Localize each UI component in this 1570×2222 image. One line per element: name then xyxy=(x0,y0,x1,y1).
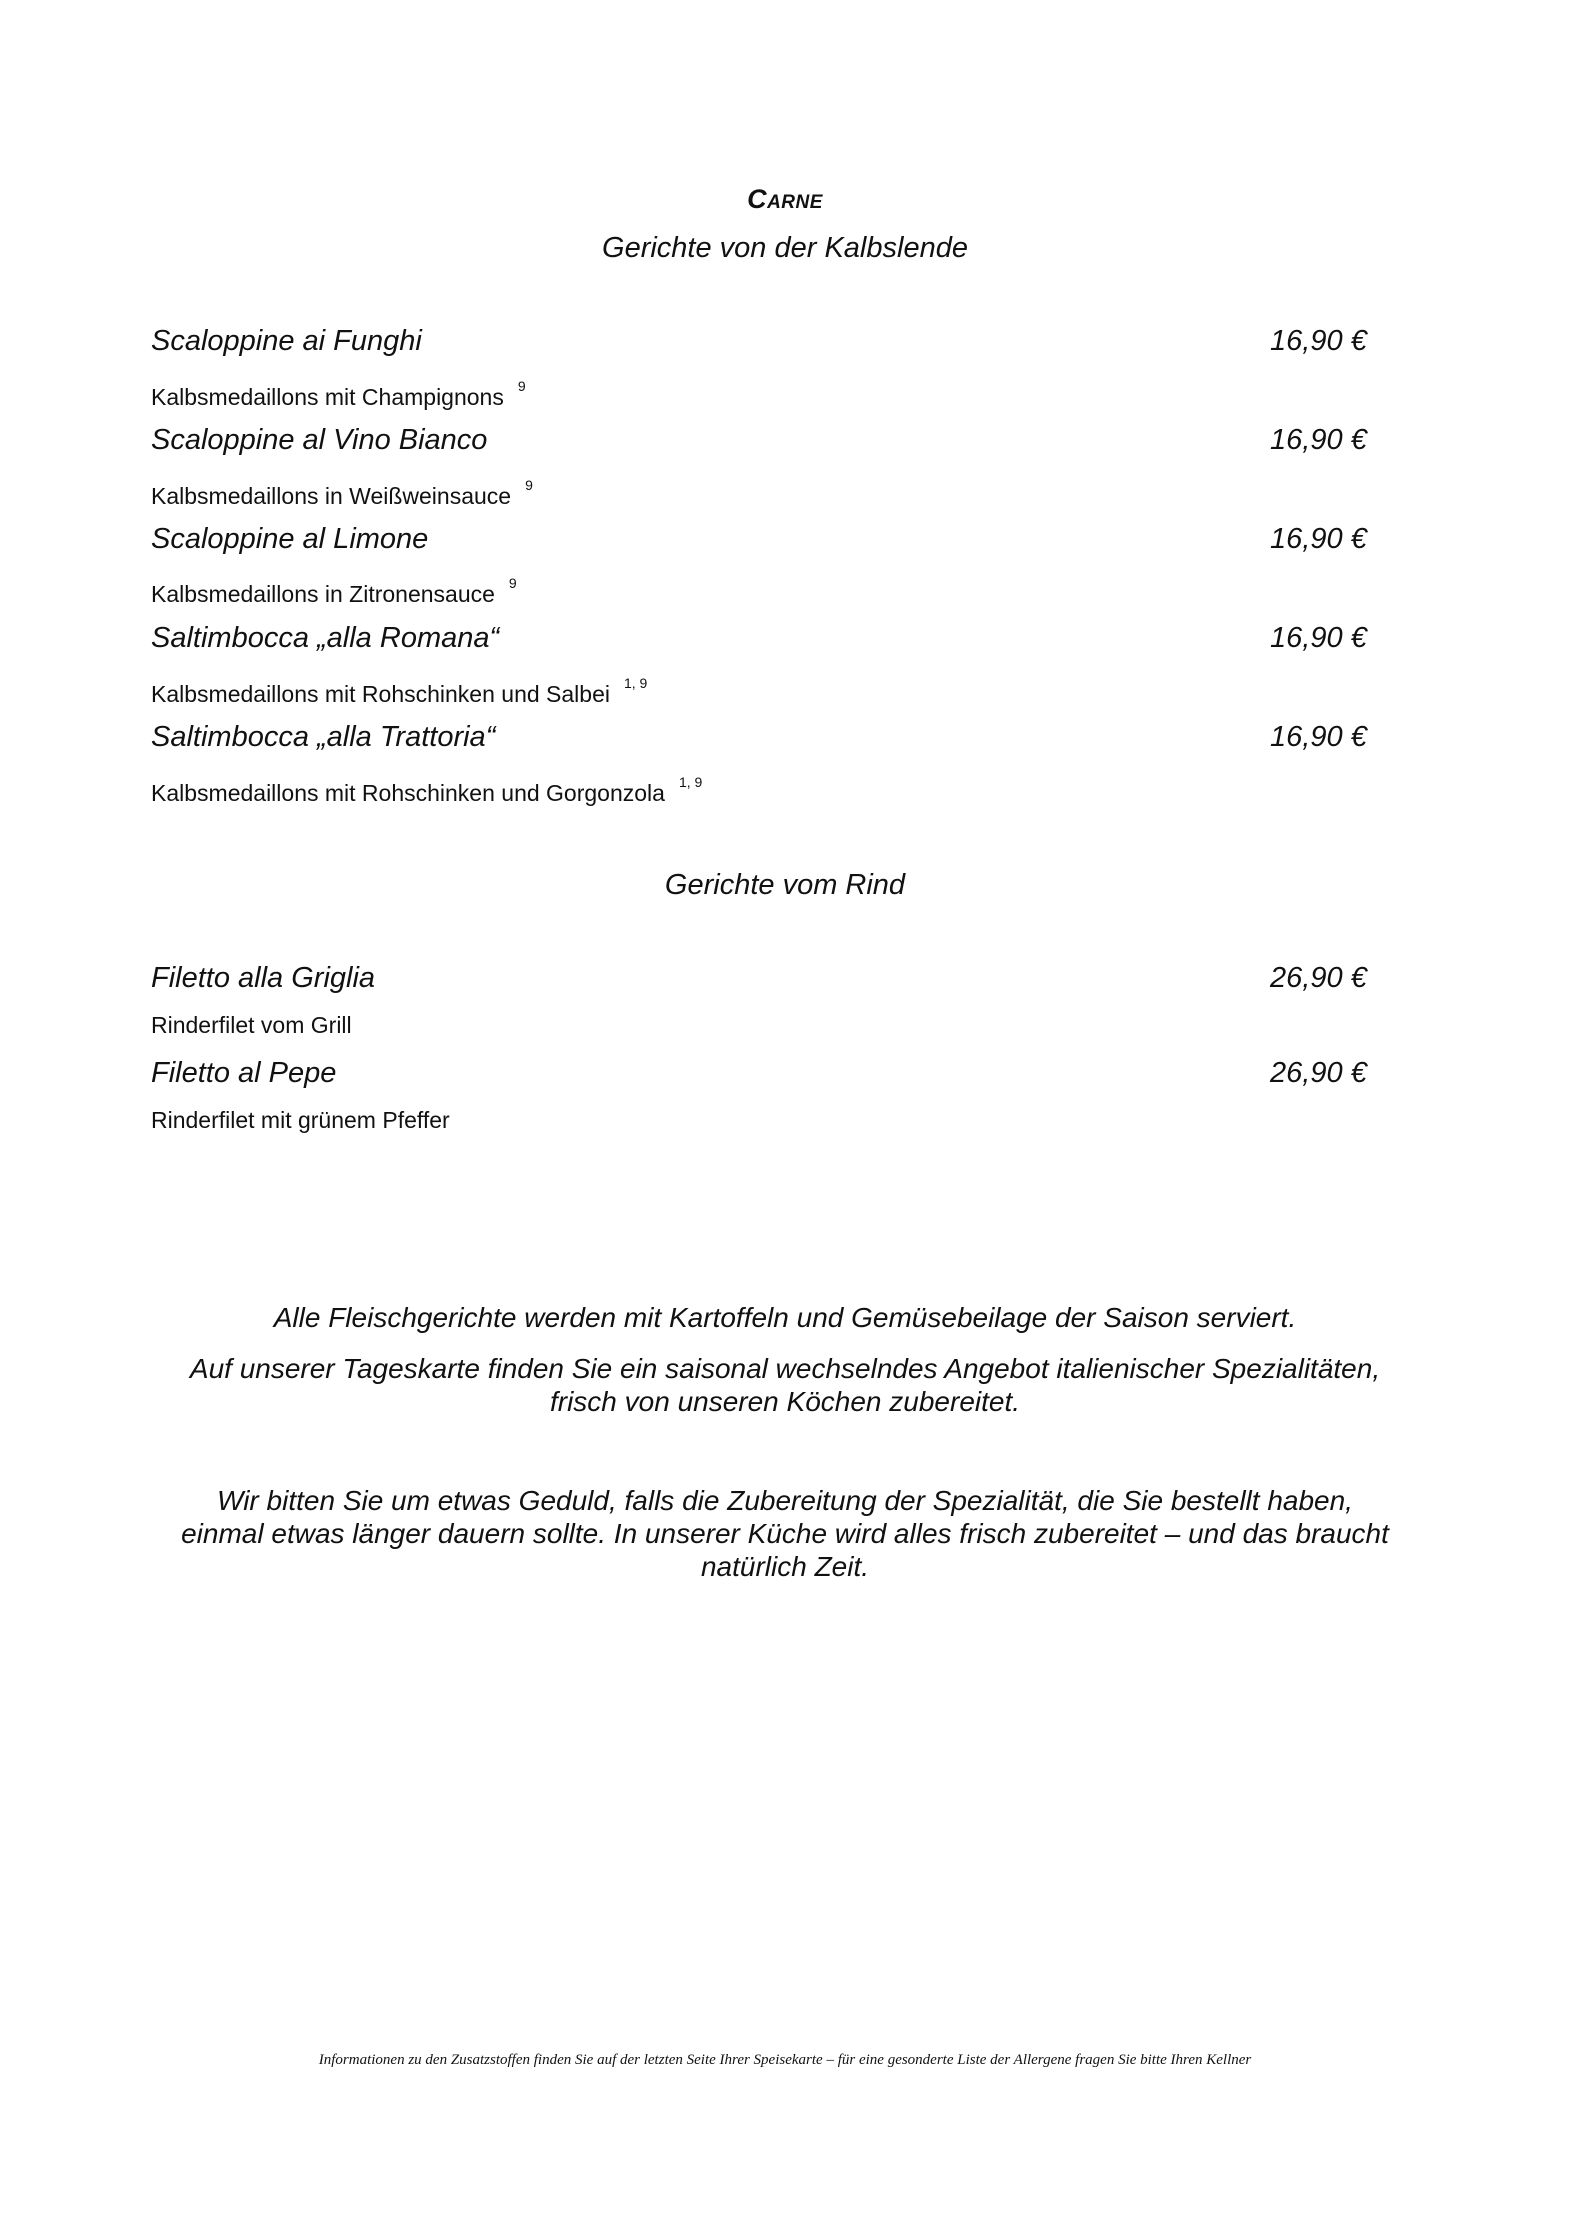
dish-name: Saltimbocca „alla Trattoria“ xyxy=(151,721,496,753)
dish-description-text: Kalbsmedaillons mit Rohschinken und Gorgonzola xyxy=(151,780,665,806)
dish-description-text: Kalbsmedaillons in Weißweinsauce xyxy=(151,483,512,509)
allergen-codes: 9 xyxy=(517,378,526,394)
dish-price: 16,90 € xyxy=(1270,424,1367,456)
group-heading-veal: Gerichte von der Kalbslende xyxy=(602,232,968,264)
dish-description xyxy=(151,774,702,807)
dish-name: Filetto alla Griglia xyxy=(151,962,376,994)
dish-description: Rinderfilet vom Grill xyxy=(151,1012,352,1038)
dish-price: 16,90 € xyxy=(1270,622,1367,654)
note-line: frisch von unseren Köchen zubereitet. xyxy=(549,1386,1021,1417)
dish-name: Filetto al Pepe xyxy=(151,1057,337,1089)
dish-description xyxy=(151,477,533,510)
allergen-codes: 1, 9 xyxy=(678,774,703,790)
dish-name: Scaloppine al Limone xyxy=(151,523,429,555)
group-heading-beef: Gerichte vom Rind xyxy=(664,869,906,901)
dish-name: Saltimbocca „alla Romana“ xyxy=(151,622,500,654)
dish-price: 26,90 € xyxy=(1270,1057,1367,1089)
allergen-codes: 9 xyxy=(525,477,533,493)
dish-description xyxy=(151,575,517,608)
note-line: Wir bitten Sie um etwas Geduld, falls die Zubereitung der Spezialität, die Sie bestellt haben, xyxy=(217,1485,1353,1516)
note-daily-menu xyxy=(80,1352,1490,1418)
dish-description: Rinderfilet mit grünem Pfeffer xyxy=(151,1107,450,1133)
allergen-codes: 1, 9 xyxy=(623,675,648,691)
note-sides: Alle Fleischgerichte werden mit Kartoffeln und Gemüsebeilage der Saison serviert. xyxy=(273,1302,1297,1333)
dish-price: 16,90 € xyxy=(1270,721,1367,753)
dish-name: Scaloppine ai Funghi xyxy=(151,325,422,357)
dish-price: 16,90 € xyxy=(1270,325,1367,357)
dish-name: Scaloppine al Vino Bianco xyxy=(151,424,488,456)
dish-description-text: Kalbsmedaillons mit Rohschinken und Salbei xyxy=(151,681,610,707)
note-patience xyxy=(80,1484,1490,1583)
dish-description-text: Kalbsmedaillons mit Champignons xyxy=(151,384,504,410)
dish-description xyxy=(151,378,526,411)
note-line: natürlich Zeit. xyxy=(700,1551,870,1582)
allergen-codes: 9 xyxy=(508,575,517,591)
footer-allergen-info: Informationen zu den Zusatzstoffen finden Sie auf der letzten Seite Ihrer Speisekarte – für eine gesonderte Liste der Allergene fragen Sie bitte Ihren Kellner xyxy=(318,2052,1252,2068)
section-title: Carne xyxy=(747,184,823,214)
dish-description xyxy=(151,675,647,708)
note-line: Auf unserer Tageskarte finden Sie ein saisonal wechselndes Angebot italienischer Spezialitäten, xyxy=(189,1353,1381,1384)
dish-description-text: Kalbsmedaillons in Zitronensauce xyxy=(151,581,495,607)
note-line: einmal etwas länger dauern sollte. In unserer Küche wird alles frisch zubereitet – und das braucht xyxy=(181,1518,1389,1549)
dish-price: 16,90 € xyxy=(1270,523,1367,555)
dish-price: 26,90 € xyxy=(1270,962,1367,994)
